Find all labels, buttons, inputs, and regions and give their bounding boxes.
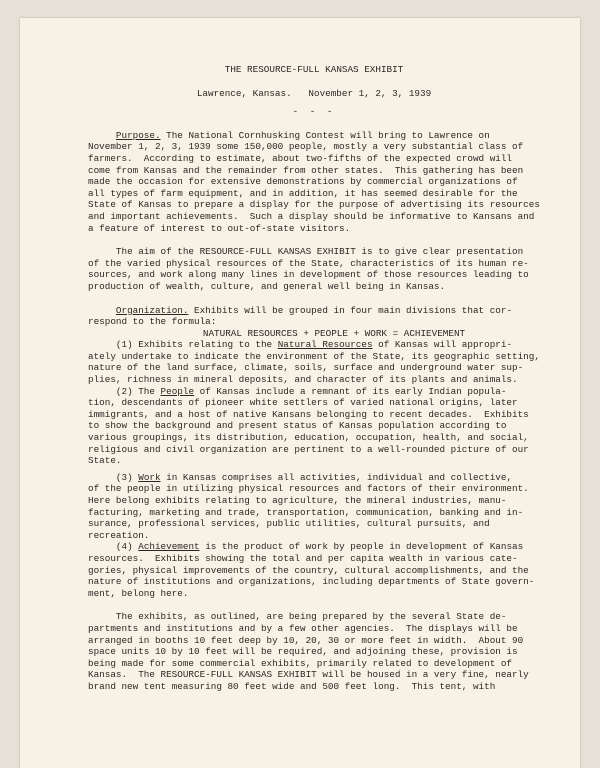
- item-1-line: plies, richness in mineral deposits, and character of its plants and animals.: [88, 374, 518, 386]
- item-2-line: State.: [88, 455, 122, 467]
- work-term: Work: [138, 471, 161, 483]
- formula: NATURAL RESOURCES + PEOPLE + WORK = ACHIEVEMENT: [202, 327, 466, 339]
- purpose-line: made the occasion for extensive demonstrations by commercial organizations of: [88, 176, 518, 188]
- aim-line: production of wealth, culture, and general well being in Kansas.: [88, 280, 446, 292]
- achievement-term: Achievement: [138, 541, 200, 553]
- item-4-line: resources. Exhibits showing the total and per capita wealth in various cate-: [88, 552, 518, 564]
- separator: - - -: [292, 106, 336, 118]
- organization-section: [88, 305, 540, 600]
- organization-line: Organization. Exhibits will be grouped in four main divisions that cor-: [115, 304, 513, 316]
- document-page: [20, 18, 580, 768]
- document-text: [88, 64, 540, 693]
- item-4-line: ment, belong here.: [88, 587, 189, 599]
- item-3-line: recreation.: [88, 529, 150, 541]
- purpose-line: a feature of interest to out-of-state visitors.: [88, 222, 351, 234]
- purpose-line: farmers. According to estimate, about two-fifths of the expected crowd will: [88, 152, 513, 164]
- exhibits-line: brand new tent measuring 80 feet wide and 500 feet long. This tent, with: [88, 680, 496, 692]
- exhibits-paragraph: [88, 611, 540, 692]
- item-3-line: facturing, marketing and trade, transportation, communication, banking and in-: [88, 506, 524, 518]
- item-4-line: nature of institutions and organizations, including departments of State govern-: [88, 576, 535, 588]
- item-2-line: various groupings, its distribution, education, occupation, health, and social,: [88, 432, 529, 444]
- natural-resources-term: Natural Resources: [277, 339, 373, 351]
- exhibits-line: arranged in booths 10 feet deep by 10, 20, 30 or more feet in width. About 90: [88, 634, 524, 646]
- item-2-line: (2) The People of Kansas include a remnant of its early Indian popula-: [115, 385, 507, 397]
- exhibits-line: partments and institutions and by a few other agencies. The displays will be: [88, 622, 518, 634]
- purpose-line: and important achievements. Such a display should be informative to Kansans and: [88, 210, 535, 222]
- item-1-line: ately undertake to indicate the environment of the State, its geographic setting,: [88, 350, 540, 362]
- exhibits-line: being made for some commercial exhibits, primarily related to development of: [88, 657, 513, 669]
- item-2-line: immigrants, and a host of native Kansans belonging to recent decades. Exhibits: [88, 408, 529, 420]
- document-title: THE RESOURCE-FULL KANSAS EXHIBIT: [224, 64, 404, 75]
- people-term: People: [160, 385, 195, 397]
- item-1-line: nature of the land surface, climate, soils, surface and underground water sup-: [88, 362, 524, 374]
- purpose-line: November 1, 2, 3, 1939 some 150,000 people, mostly a very substantial class of: [88, 141, 524, 153]
- aim-line: sources, and work along many lines in development of those resources leading to: [88, 269, 529, 281]
- item-2-line: tion, descendants of pioneer white settlers of varied national origins, later: [88, 397, 518, 409]
- dateline: Lawrence, Kansas. November 1, 2, 3, 1939: [196, 87, 432, 99]
- item-3-line: Here belong exhibits relating to agriculture, the mineral industries, manu-: [88, 495, 507, 506]
- aim-paragraph: [88, 246, 540, 292]
- purpose-line: State of Kansas to prepare a display for the purpose of advertising its resources: [88, 199, 540, 211]
- organization-heading: Organization.: [115, 304, 189, 316]
- organization-line: respond to the formula:: [88, 316, 217, 328]
- exhibits-line: space units 10 by 10 feet will be required, and adjoining these, provision is: [88, 646, 518, 658]
- item-3-line: (3) Work in Kansas comprises all activities, individual and collective,: [115, 471, 513, 483]
- item-3-line: of the people in utilizing physical resources and factors of their environment.: [88, 483, 529, 495]
- item-2-line: to show the background and present status of Kansas population according to: [88, 420, 507, 432]
- purpose-line: Purpose. The National Cornhusking Contest will bring to Lawrence on: [115, 129, 490, 141]
- aim-line: The aim of the RESOURCE-FULL KANSAS EXHIBIT is to give clear presentation: [88, 246, 524, 258]
- item-2-line: religious and civil organization are pertinent to a well-rounded picture of our: [88, 443, 529, 455]
- aim-line: of the varied physical resources of the State, characteristics of its human re-: [88, 257, 529, 269]
- item-4-line: (4) Achievement is the product of work by people in development of Kansas: [115, 541, 524, 553]
- purpose-paragraph: [88, 130, 540, 234]
- purpose-line: all types of farm equipment, and in addition, it has seemed desirable for the: [88, 187, 518, 199]
- item-1-line: (1) Exhibits relating to the Natural Resources of Kansas will appropri-: [115, 339, 513, 351]
- purpose-heading: Purpose.: [115, 129, 161, 141]
- item-4-line: gories, physical improvements of the country, cultural accomplishments, and the: [88, 564, 529, 576]
- purpose-line: come from Kansas and the remainder from other states. This gathering has been: [88, 164, 524, 176]
- exhibits-line: Kansas. The RESOURCE-FULL KANSAS EXHIBIT will be housed in a very fine, nearly: [88, 669, 529, 681]
- item-3-line: surance, professional services, public utilities, cultural pursuits, and: [88, 518, 490, 530]
- exhibits-line: The exhibits, as outlined, are being prepared by the several State de-: [88, 611, 507, 623]
